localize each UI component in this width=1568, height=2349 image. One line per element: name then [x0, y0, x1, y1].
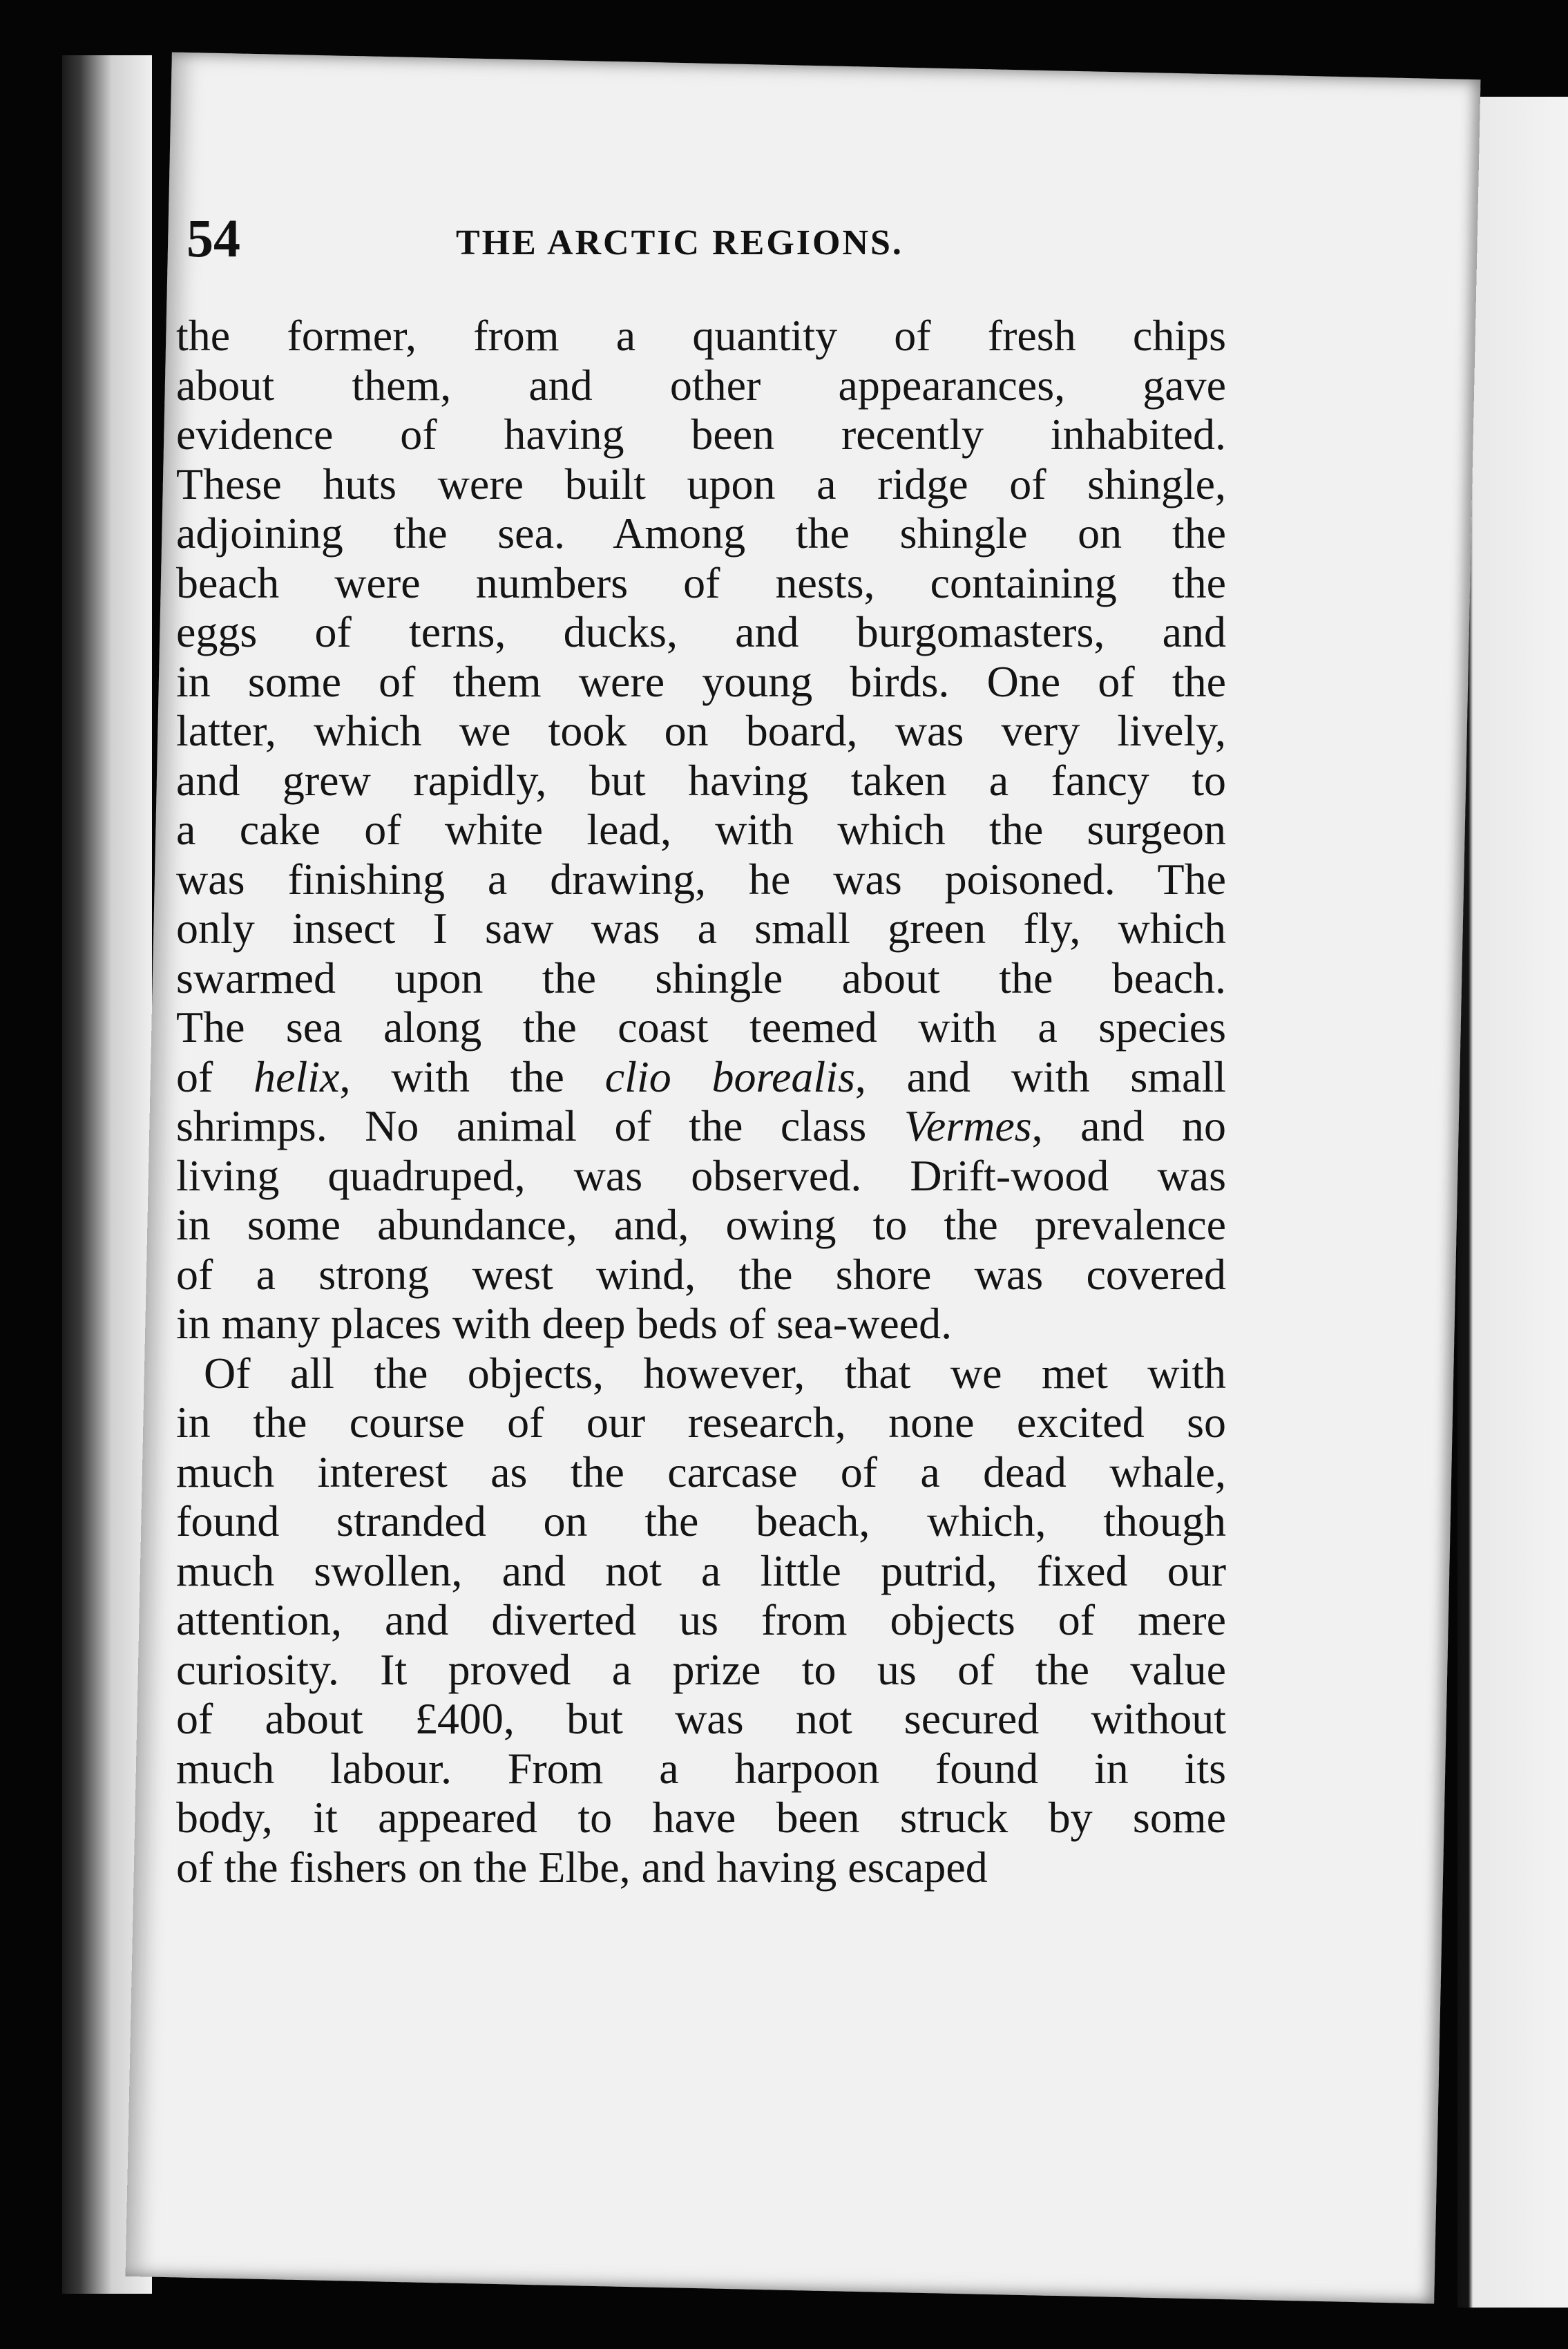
italic-term: Vermes	[903, 1101, 1032, 1150]
text-segment: Of all the objects, however, that we met with	[204, 1348, 1226, 1398]
running-head	[187, 207, 1223, 283]
text-line	[176, 1645, 1226, 1695]
text-segment: of	[176, 1052, 254, 1101]
text-line	[176, 904, 1226, 953]
text-line	[176, 1200, 1226, 1250]
text-line	[176, 607, 1226, 657]
text-segment: the former, from a quantity of fresh chips	[176, 311, 1226, 360]
text-segment: was finishing a drawing, he was poisoned. The	[176, 854, 1226, 904]
text-segment: evidence of having been recently inhabited.	[176, 410, 1226, 459]
text-line	[176, 459, 1226, 509]
text-segment: eggs of terns, ducks, and burgomasters, and	[176, 607, 1226, 656]
text-line	[176, 706, 1226, 756]
text-line	[176, 361, 1226, 410]
italic-term: helix	[254, 1052, 340, 1101]
text-line	[176, 953, 1226, 1003]
text-line	[176, 1595, 1226, 1645]
page-number: 54	[187, 208, 240, 268]
text-line	[176, 1496, 1226, 1546]
text-segment: adjoining the sea. Among the shingle on the	[176, 508, 1226, 558]
text-segment: in some abundance, and, owing to the prevalence	[176, 1200, 1226, 1249]
text-line	[176, 508, 1226, 558]
facing-page-edge	[1457, 97, 1568, 2308]
text-line	[176, 1349, 1226, 1398]
text-line	[176, 558, 1226, 608]
text-segment: in the course of our research, none excited so	[176, 1398, 1226, 1447]
text-segment: , and no	[1031, 1101, 1227, 1150]
text-segment: , and with small	[854, 1052, 1226, 1101]
text-line	[176, 855, 1226, 904]
text-segment: , with the	[339, 1052, 605, 1101]
text-segment: beach were numbers of nests, containing the	[176, 558, 1226, 607]
text-line	[176, 1447, 1226, 1497]
text-segment: found stranded on the beach, which, though	[176, 1496, 1226, 1546]
running-head-title: THE ARCTIC REGIONS.	[456, 223, 903, 263]
text-line	[176, 1546, 1226, 1596]
text-segment: and grew rapidly, but having taken a fancy to	[176, 755, 1226, 805]
text-line	[176, 311, 1226, 361]
text-segment: about them, and other appearances, gave	[176, 360, 1226, 410]
text-segment: These huts were built upon a ridge of shingle,	[176, 459, 1226, 508]
text-segment: a cake of white lead, with which the surgeon	[176, 805, 1226, 854]
text-segment: living quadruped, was observed. Drift-wood was	[176, 1150, 1226, 1200]
text-segment: body, it appeared to have been struck by some	[176, 1793, 1226, 1842]
text-segment: of a strong west wind, the shore was covered	[176, 1249, 1226, 1299]
text-segment: curiosity. It proved a prize to us of the value	[176, 1644, 1226, 1694]
text-line	[176, 1101, 1226, 1151]
body-text	[176, 311, 1226, 1892]
text-line	[176, 1299, 1226, 1349]
text-line	[176, 1052, 1226, 1102]
text-segment: of the fishers on the Elbe, and having escaped	[176, 1842, 988, 1892]
text-segment: only insect I saw was a small green fly, which	[176, 904, 1226, 953]
text-segment: shrimps. No animal of the class	[176, 1101, 904, 1150]
text-segment: much swollen, and not a little putrid, fixed our	[176, 1546, 1226, 1595]
text-line	[176, 1151, 1226, 1201]
text-line	[176, 1744, 1226, 1794]
text-segment: swarmed upon the shingle about the beach.	[176, 953, 1226, 1002]
text-line	[176, 657, 1226, 707]
text-line	[176, 1250, 1226, 1300]
text-segment: The sea along the coast teemed with a species	[176, 1002, 1226, 1052]
text-segment: attention, and diverted us from objects of mere	[176, 1595, 1226, 1644]
text-segment: in some of them were young birds. One of the	[176, 656, 1226, 706]
text-line	[176, 1793, 1226, 1843]
italic-term: clio borealis	[604, 1052, 855, 1101]
text-segment: latter, which we took on board, was very lively,	[176, 706, 1226, 755]
text-line	[176, 410, 1226, 459]
text-line	[176, 805, 1226, 855]
text-segment: much labour. From a harpoon found in its	[176, 1743, 1226, 1793]
text-line	[176, 756, 1226, 806]
text-segment: much interest as the carcase of a dead whale,	[176, 1447, 1226, 1496]
text-line	[176, 1002, 1226, 1052]
text-line	[176, 1398, 1226, 1447]
text-line	[176, 1694, 1226, 1744]
text-segment: in many places with deep beds of sea-weed.	[176, 1299, 953, 1348]
text-line	[176, 1843, 1226, 1892]
text-segment: of about £400, but was not secured without	[176, 1694, 1226, 1743]
